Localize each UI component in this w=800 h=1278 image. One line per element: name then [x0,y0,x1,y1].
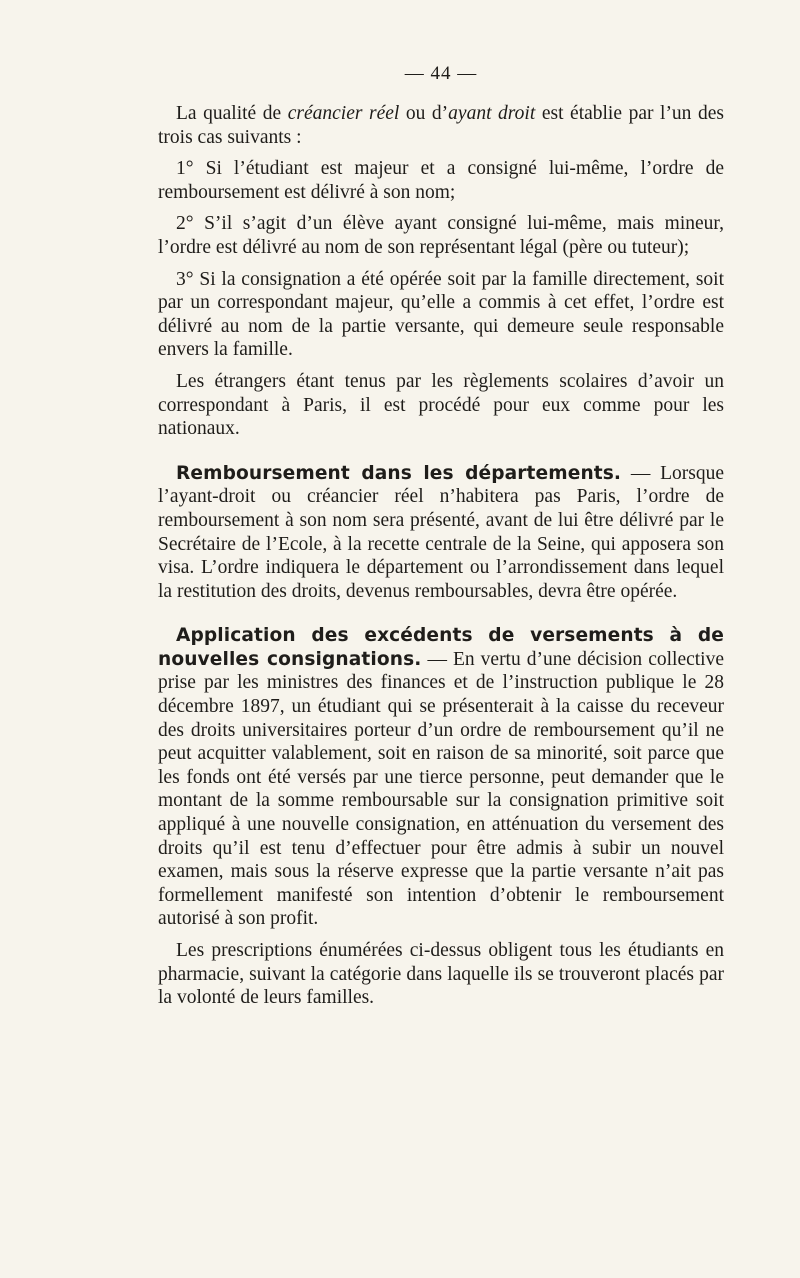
italic-term-ayant-droit: ayant droit [448,103,536,124]
section-heading-application: Application des excédents de versements à de nouvelles consignations. [158,625,724,670]
paragraph-text: est établie par l’un des trois cas suivants : [158,103,724,148]
italic-term-creancier-reel: créancier réel [287,103,400,124]
paragraph-text: ou d’ [399,103,449,124]
em-dash: — [421,648,453,670]
paragraph-final-prescriptions: Les prescriptions énumérées ci-dessus obligent tous les étudiants en pharmacie, suivant la catégorie dans laquelle ils se trouveront placés par la volonté de leurs familles. [158,940,724,1009]
section-body-application: En vertu d’une décision collective prise par les ministres des finances et de l’instruction publique le 28 décembre 1897, un étudiant qui se présenterait à la caisse du receveur des droits universitaires porteur d’un ordre de remboursement qu’il ne peut acquitter valablement, soit en raison de sa minorité, soit parce que les fonds ont été versés par une tierce personne, peut demander que le montant de la somme remboursable sur la consignation primitive soit appliqué à une nouvelle consignation, en atténuation du versement des droits qu’il est tenu d’effectuer pour être admis à subir un nouvel examen, mais sous la réserve expresse que la partie versante n’ait pas formellement manifesté son intention d’obtenir le remboursement autorisé à son profit. [158,648,724,930]
section-body-remboursement: Lorsque l’ayant-droit ou créancier réel n’habitera pas Paris, l’ordre de remboursement à son nom sera présenté, avant de lui être délivré par le Secrétaire de l’Ecole, à la recette centrale de la Seine, qui apposera son visa. L’ordre indiquera le département ou l’arrondissement dans lequel la restitution des droits, devenus remboursables, devra être opérée. [158,462,724,602]
paragraph-creancier-definition [158,102,724,149]
page-number: — 44 — [404,63,478,84]
paragraph-foreigners: Les étrangers étant tenus par les règlements scolaires d’avoir un correspondant à Paris, il est procédé pour eux comme pour les nationaux. [158,370,724,440]
section-remboursement-departements [158,462,724,604]
paragraph-case-3: 3° Si la consignation a été opérée soit par la famille directement, soit par un correspondant majeur, qu’elle a commis à cet effet, l’ordre est délivré au nom de la partie versante, qui demeure seule responsable envers la famille. [158,268,724,361]
section-application-excedents [158,624,724,931]
section-heading-remboursement: Remboursement dans les départements. [176,462,622,484]
paragraph-text: La qualité de [176,103,288,124]
paragraph-case-2: 2° S’il s’agit d’un élève ayant consigné lui-même, mais mineur, l’ordre est délivré au nom de son représentant légal (père ou tuteur); [158,213,724,258]
paragraph-case-1: 1° Si l’étudiant est majeur et a consigné lui-même, l’ordre de remboursement est délivré à son nom; [158,158,724,203]
em-dash: — [621,462,661,484]
page-content [158,62,724,1018]
